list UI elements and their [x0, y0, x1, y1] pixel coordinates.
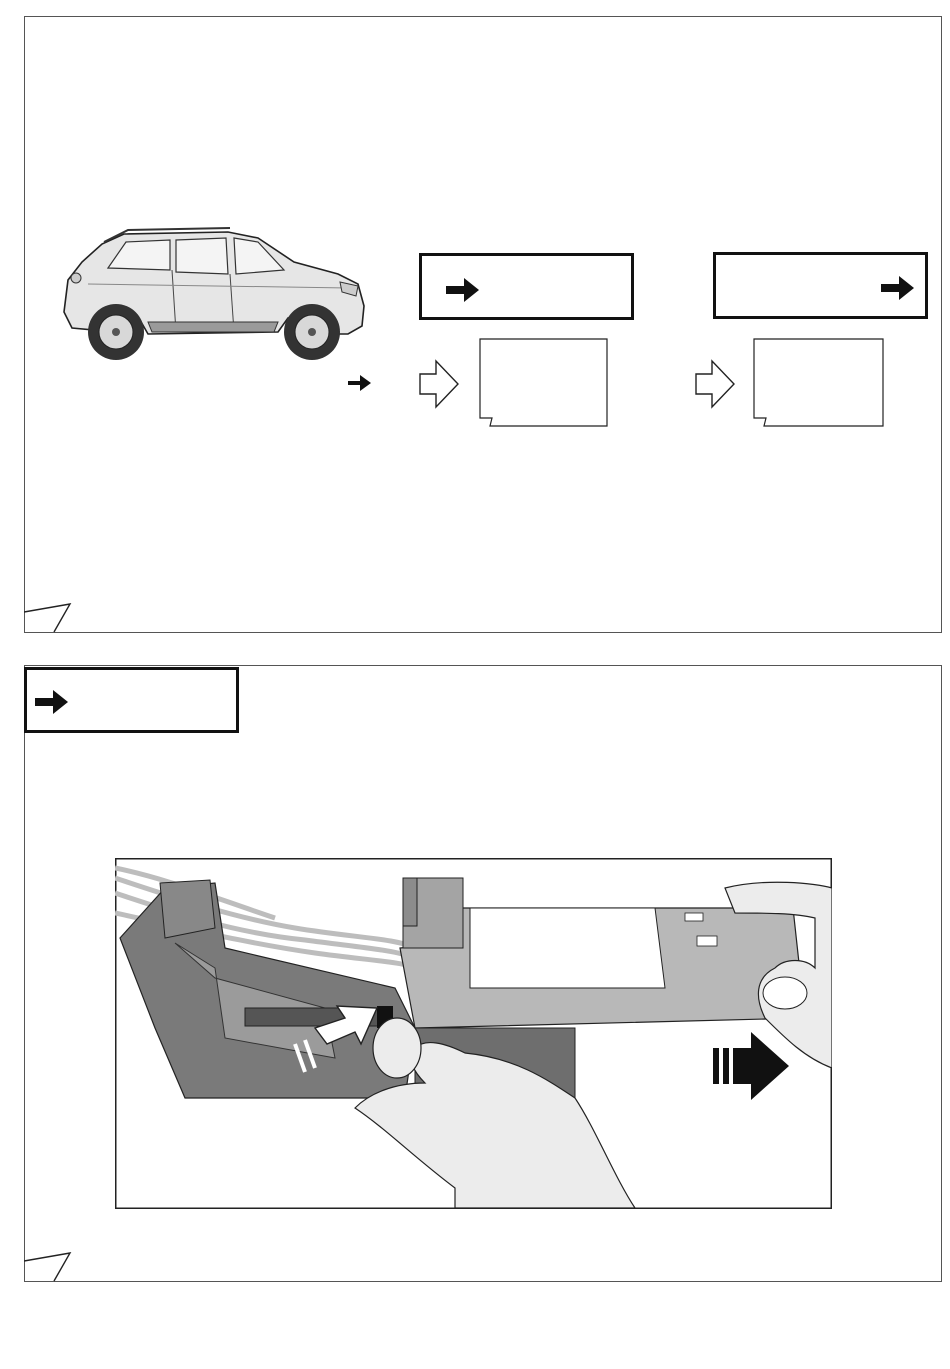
- step-sheet-2: [752, 337, 886, 429]
- hollow-arrow-right-icon: [418, 358, 462, 410]
- label-box-right: [713, 252, 928, 319]
- page-corner-mark: [24, 1249, 84, 1283]
- suv-vehicle-icon: [58, 222, 370, 362]
- hands-unlocking-connector-illustration: [115, 858, 832, 1209]
- arrow-right-icon: [879, 274, 917, 302]
- label-box-bottom: [24, 667, 239, 733]
- arrow-right-icon: [33, 688, 71, 716]
- label-box-left: [419, 253, 634, 320]
- page-corner-mark: [24, 600, 84, 634]
- hollow-arrow-right-icon: [694, 358, 738, 410]
- arrow-right-icon: [444, 276, 482, 304]
- arrow-right-icon: [346, 372, 374, 394]
- front-wheel: [284, 304, 340, 360]
- rear-wheel: [88, 304, 144, 360]
- step-sheet-1: [478, 337, 610, 429]
